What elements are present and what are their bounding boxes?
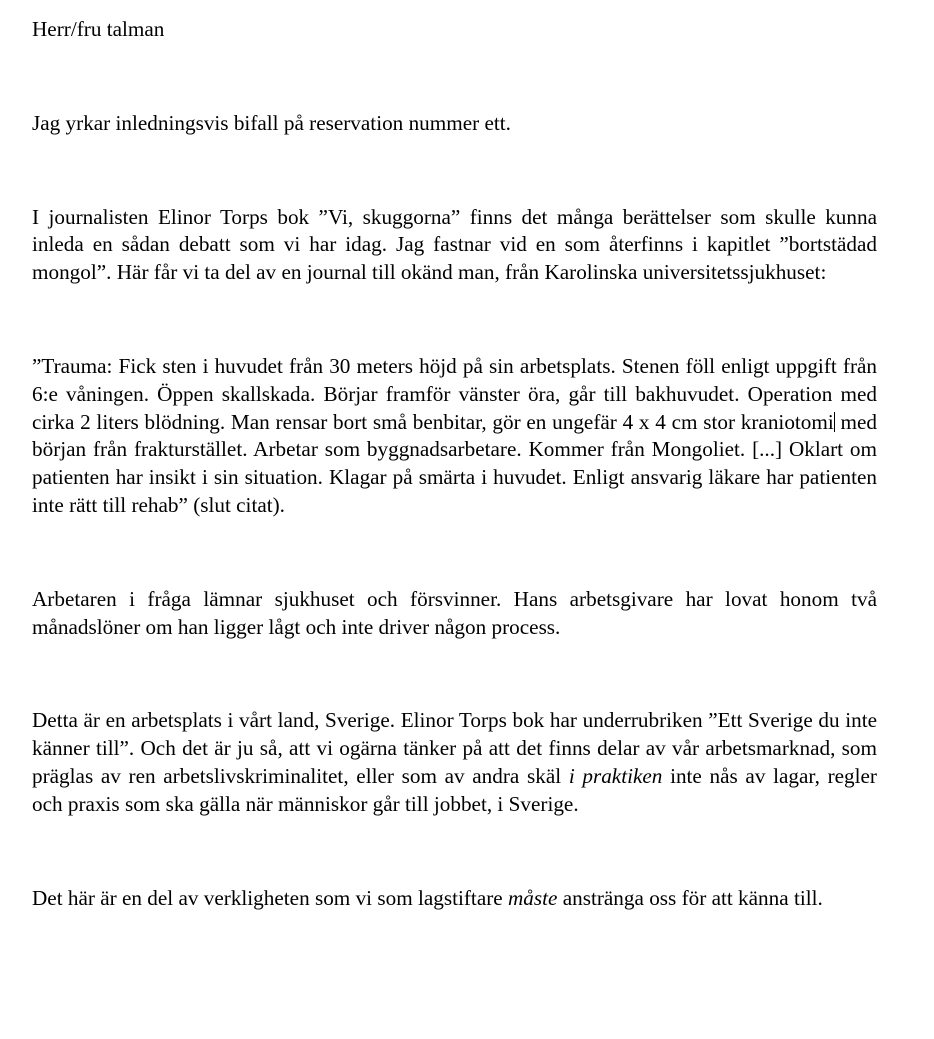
sweden-paragraph xyxy=(32,707,877,818)
quote-text-before-caret: ”Trauma: Fick sten i huvudet från 30 meters höjd på sin arbetsplats. Stenen föll enligt uppgift från 6:e våningen. Öppen skallskada. Börjar framför vänster öra, går till bakhuvudet. Operation med cirka 2 liters blödning. Man rensar bort små benbitar, gör en ungefär 4 x 4 cm stor kraniotomi xyxy=(32,353,877,434)
closing-paragraph xyxy=(32,885,877,913)
sweden-text-part2: inte nås av lagar, regler och praxis som ska gälla när människor går till jobbet, i Sverige. xyxy=(32,763,877,816)
motion-paragraph xyxy=(32,110,877,138)
worker-paragraph xyxy=(32,586,877,642)
salutation-text: Herr/fru talman xyxy=(32,17,165,41)
salutation-paragraph xyxy=(32,16,877,44)
worker-text: Arbetaren i fråga lämnar sjukhuset och försvinner. Hans arbetsgivare har lovat honom två månadslöner om han ligger lågt och inte driver någon process. xyxy=(32,586,877,639)
closing-italic-text: måste xyxy=(507,885,558,910)
closing-text-part1: Det här är en del av verkligheten som vi som lagstiftare xyxy=(32,885,508,910)
intro-text: I journalisten Elinor Torps bok ”Vi, skuggorna” finns det många berättelser som skulle kunna inleda en sådan debatt som vi har idag. Jag fastnar vid en som återfinns i kapitlet ”bortstädad mongol”. Här får vi ta del av en journal till okänd man, från Karolinska universitetssjukhuset: xyxy=(32,204,877,285)
intro-paragraph xyxy=(32,204,877,287)
document-body xyxy=(32,16,877,912)
quote-text-after-caret: med början från frakturstället. Arbetar som byggnadsarbetare. Kommer från Mongoliet. [...] Oklart om patienten har insikt i sin situation. Klagar på smärta i huvudet. Enligt ansvarig läkare har patienten inte rätt till rehab” (slut citat). xyxy=(32,409,877,517)
closing-text-part2: anstränga oss för att känna till. xyxy=(557,885,823,910)
sweden-italic-text: i praktiken xyxy=(568,763,663,788)
sweden-text-part1: Detta är en arbetsplats i vårt land, Sverige. Elinor Torps bok har underrubriken ”Ett Sverige du inte känner till”. Och det är ju så, att vi ogärna tänker på att det finns delar av vår arbetsmarknad, som präglas av ren arbetslivskriminalitet, eller som av andra skäl xyxy=(32,708,877,788)
quote-paragraph xyxy=(32,353,877,520)
motion-text: Jag yrkar inledningsvis bifall på reservation nummer ett. xyxy=(32,110,511,135)
